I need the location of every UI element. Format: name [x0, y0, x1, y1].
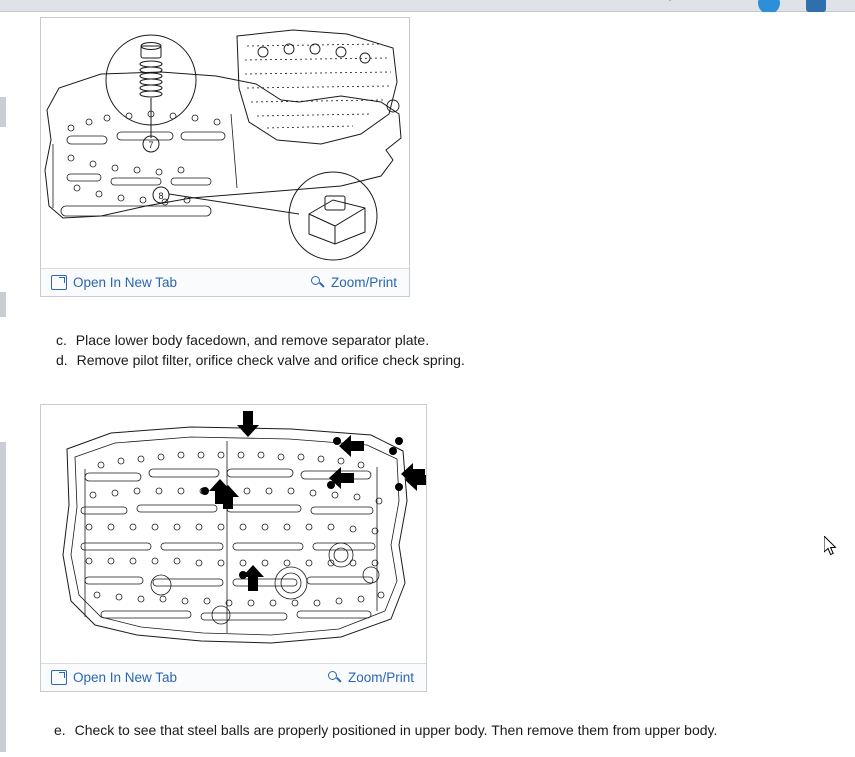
zoom-print-label: Zoom/Print	[347, 670, 414, 685]
new-tab-icon	[51, 275, 67, 290]
square-blue-icon[interactable]	[806, 0, 826, 12]
article-content	[8, 12, 855, 757]
figure-separator-plate	[40, 404, 427, 692]
step-c-marker: c.	[56, 332, 67, 348]
figure-image-valve-body	[41, 18, 409, 268]
magnifier-icon	[328, 671, 342, 684]
step-d	[56, 352, 465, 368]
step-e-text: Check to see that steel balls are properly positioned in upper body. Then remove them from upper body.	[74, 722, 718, 738]
figure-valve-body-exploded	[40, 17, 410, 297]
step-c-text: Place lower body facedown, and remove separator plate.	[75, 332, 430, 348]
caret-down-icon[interactable]	[665, 0, 675, 1]
figure-toolbar	[41, 663, 426, 691]
zoom-print-link[interactable]	[328, 670, 414, 685]
figure-toolbar	[41, 268, 409, 296]
browser-chrome-strip	[0, 0, 855, 12]
page-left-rail	[0, 12, 8, 757]
magnifier-icon	[311, 276, 325, 289]
svg-text:8: 8	[158, 191, 164, 201]
figure-image-separator-plate	[41, 405, 426, 663]
step-c	[56, 332, 429, 348]
open-in-new-tab-label: Open In New Tab	[73, 670, 178, 685]
scroll-thumb-segment[interactable]	[0, 442, 6, 752]
step-d-text: Remove pilot filter, orifice check valve and orifice check spring.	[76, 352, 465, 368]
open-in-new-tab-label: Open In New Tab	[73, 275, 178, 290]
zoom-print-label: Zoom/Print	[330, 275, 397, 290]
open-in-new-tab-link[interactable]	[51, 670, 177, 685]
new-tab-icon	[51, 670, 67, 685]
step-d-marker: d.	[56, 352, 68, 368]
open-in-new-tab-link[interactable]	[51, 275, 177, 290]
scroll-thumb-segment[interactable]	[0, 292, 6, 317]
step-e-marker: e.	[54, 722, 66, 738]
svg-text:7: 7	[148, 140, 154, 150]
zoom-print-link[interactable]	[311, 275, 397, 290]
step-e	[54, 722, 717, 738]
scroll-thumb-segment[interactable]	[0, 97, 6, 127]
